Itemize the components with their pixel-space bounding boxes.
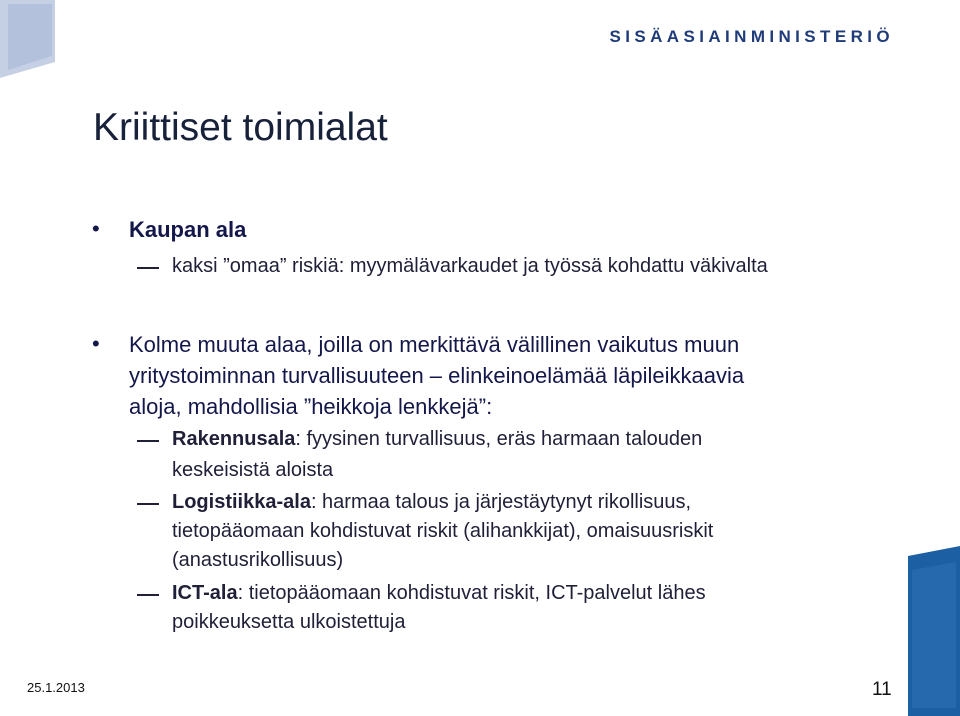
dash-marker: [137, 503, 159, 505]
bullet-marker: •: [92, 331, 100, 356]
sub-bullet-desc: : tietopääomaan kohdistuvat riskit, ICT-palvelut lähes: [237, 582, 706, 604]
corner-decoration-top-left: [0, 0, 70, 85]
sub-bullet-line: [172, 487, 872, 518]
page-number: 11: [872, 679, 892, 700]
sub-bullet-line: [172, 578, 872, 609]
footer-date: 25.1.2013: [27, 680, 85, 695]
sub-bullet-line: (anastusrikollisuus): [172, 549, 344, 571]
bullet-text-line: Kolme muuta alaa, joilla on merkittävä välillinen vaikutus muun: [129, 332, 740, 357]
slide-title: Kriittiset toimialat: [93, 106, 388, 149]
sub-bullet-line: keskeisistä aloista: [172, 459, 334, 481]
sub-bullet-desc: : harmaa talous ja järjestäytynyt rikollisuus,: [310, 491, 692, 513]
organization-logo: SISÄASIAINMINISTERIÖ: [609, 27, 894, 46]
bullet-marker: •: [92, 216, 100, 241]
sub-bullet-text: kaksi ”omaa” riskiä: myymälävarkaudet ja työssä kohdattu väkivalta: [172, 255, 768, 277]
corner-decoration-bottom-right: [900, 546, 960, 716]
dash-marker: [137, 440, 159, 442]
sub-bullet-line: tietopääomaan kohdistuvat riskit (alihankkijat), omaisuusriskit: [172, 520, 714, 542]
bullet-text-line: yritystoiminnan turvallisuuteen – elinkeinoelämää läpileikkaavia: [129, 363, 745, 388]
sub-bullet-line: [172, 424, 872, 455]
dash-marker: [137, 594, 159, 596]
sub-bullet-label: Rakennusala: [172, 428, 296, 450]
bullet-heading: Kaupan ala: [129, 217, 247, 242]
sub-bullet-line: poikkeuksetta ulkoistettuja: [172, 611, 406, 633]
sub-bullet-desc: : fyysinen turvallisuus, eräs harmaan talouden: [295, 428, 703, 450]
sub-bullet-label: ICT-ala: [172, 582, 238, 604]
bullet-text-line: aloja, mahdollisia ”heikkoja lenkkejä”:: [129, 394, 493, 419]
dash-marker: [137, 267, 159, 269]
sub-bullet-label: Logistiikka-ala: [172, 491, 311, 513]
